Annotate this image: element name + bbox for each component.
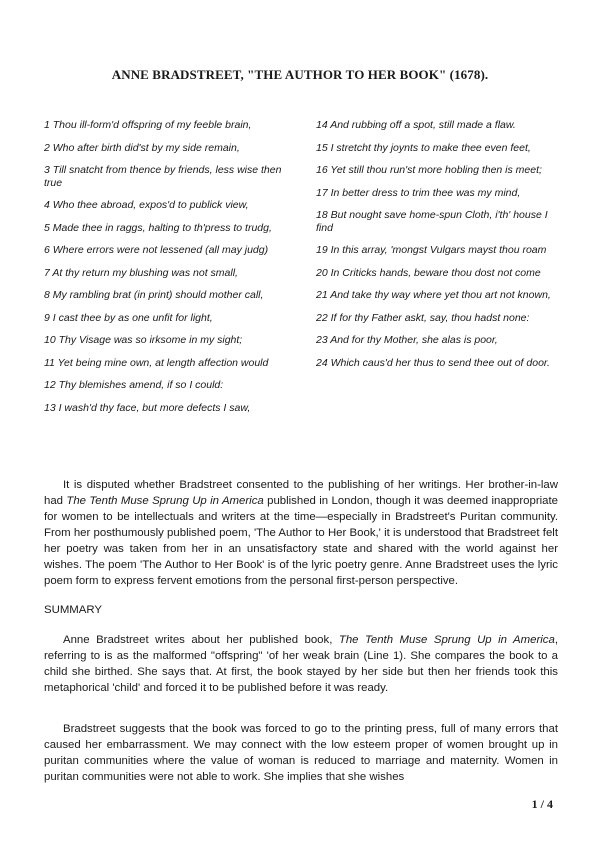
page-title: ANNE BRADSTREET, "THE AUTHOR TO HER BOOK" (1678). <box>111 67 489 82</box>
poem-line: 1 Thou ill-form'd offspring of my feeble brain, <box>44 119 252 131</box>
poem-line: 9 I cast thee by as one unfit for light, <box>44 311 213 324</box>
poem-line: 13 I wash'd thy face, but more defects I saw, <box>44 401 251 414</box>
page-number: 1 / 4 <box>531 797 553 811</box>
analysis-paragraph: Bradstreet suggests that the book was forced to go to the printing press, full of many errors that caused her embarrassment. We may connect with the low esteem proper of women brought up in puritan communities where the value of woman is reduced to marriage and maternity. Women in puritan communities were not able to work. She implies that she wishes <box>44 723 558 783</box>
book-title: The Tenth Muse Sprung Up in America <box>338 634 555 646</box>
poem-line: 23 And for thy Mother, she alas is poor, <box>316 334 498 346</box>
poem-line: 2 Who after birth did'st by my side remain, <box>44 141 240 154</box>
poem-line: 21 And take thy way where yet thou art not known, <box>316 289 551 301</box>
poem-line: 18 But nought save home-spun Cloth, i'th' house I find <box>316 209 548 234</box>
poem-line: 20 In Criticks hands, beware thou dost not come <box>316 266 541 279</box>
poem-line: 3 Till snatcht from thence by friends, less wise then true <box>44 164 282 189</box>
poem-line: 11 Yet being mine own, at length affection would <box>44 356 269 369</box>
poem-line: 10 Thy Visage was so irksome in my sight; <box>44 334 243 346</box>
poem-line: 8 My rambling brat (in print) should mother call, <box>44 289 264 301</box>
poem-line: 5 Made thee in raggs, halting to th'press to trudg, <box>44 221 272 234</box>
poem-line: 24 Which caus'd her thus to send thee out of door. <box>316 356 550 369</box>
poem-line: 15 I stretcht thy joynts to make thee even feet, <box>316 141 531 154</box>
poem-line: 22 If for thy Father askt, say, thou hadst none: <box>316 311 530 324</box>
poem-line: 17 In better dress to trim thee was my mind, <box>316 186 521 199</box>
summary-paragraph: Anne Bradstreet writes about her published book, The Tenth Muse Sprung Up in America, referring to is as the malformed "offspring" 'of her weak brain (Line 1). She compares the book to a child she birthed. She says that. At first, the book stayed by her side but then her friends took this metaphorical 'child' and forced it to be published before it was ready. <box>44 634 558 694</box>
poem-line: 4 Who thee abroad, expos'd to publick view, <box>44 199 249 211</box>
poem-column-right <box>316 119 556 379</box>
poem-line: 16 Yet still thou run'st more hobling then is meet; <box>316 164 542 176</box>
poem-line: 19 In this array, 'mongst Vulgars mayst thou roam <box>316 244 547 256</box>
book-title: The Tenth Muse Sprung Up in America <box>66 495 264 507</box>
intro-paragraph: It is disputed whether Bradstreet consented to the publishing of her writings. Her brother-in-law had The Tenth Muse Sprung Up in America published in London, though it was deemed inappropriate for women to be intellectuals and writers at the time—especially in Bradstreet's Puritan community. From her posthumously published poem, 'The Author to Her Book,' it is understood that Bradstreet felt her poetry was taken from her in an unsatisfactory state and shared with the world against her wishes. The poem 'The Author to Her Book' is of the lyric poetry genre. Anne Bradstreet uses the lyric poem form to express fervent emotions from the personal first-person perspective. <box>44 479 559 587</box>
poem-column-left <box>44 119 284 424</box>
poem-line: 7 At thy return my blushing was not small, <box>44 266 238 279</box>
poem-line: 6 Where errors were not lessened (all may judg) <box>44 244 269 256</box>
poem-line: 12 Thy blemishes amend, if so I could: <box>44 379 224 391</box>
summary-heading: SUMMARY <box>44 604 103 616</box>
poem-line: 14 And rubbing off a spot, still made a flaw. <box>316 119 516 131</box>
